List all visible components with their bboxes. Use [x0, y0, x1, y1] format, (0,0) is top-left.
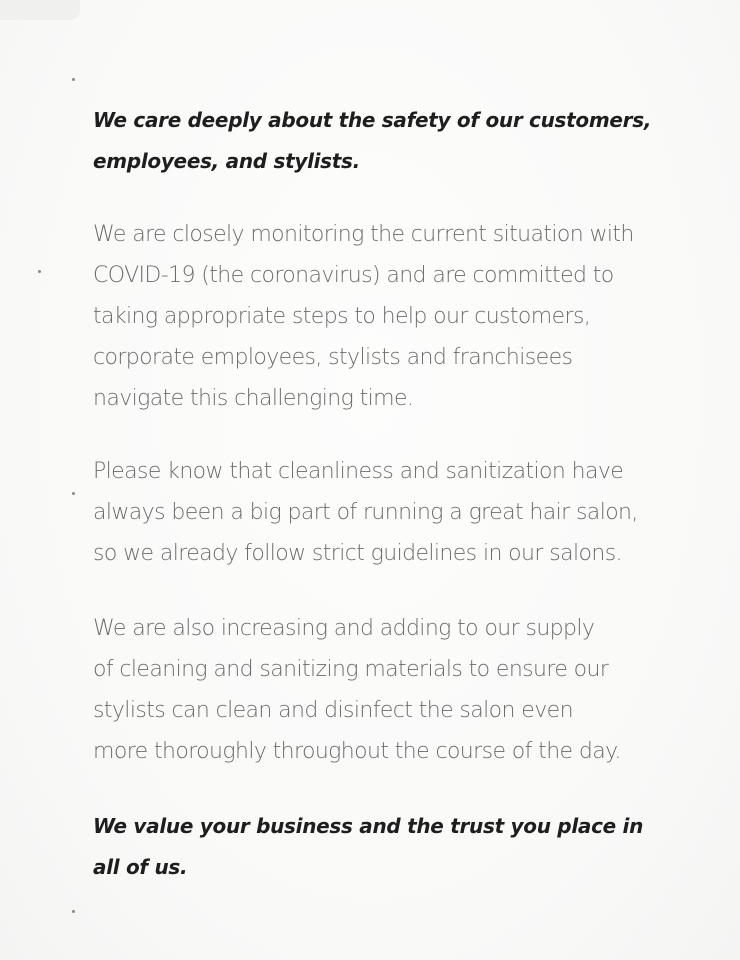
paragraph-line: so we already follow strict guidelines in our salons.: [93, 541, 622, 566]
paragraph-line: more thoroughly throughout the course of the day.: [93, 739, 621, 764]
heading-line: employees, and stylists.: [93, 149, 360, 173]
supply-paragraph: [93, 608, 693, 772]
paragraph-line: always been a big part of running a great hair salon,: [93, 500, 638, 525]
paragraph-line: corporate employees, stylists and franchisees: [93, 345, 573, 370]
paragraph-line: We are closely monitoring the current situation with: [93, 222, 634, 247]
closing-statement: [93, 806, 693, 888]
paragraph-line: COVID-19 (the coronavirus) and are committed to: [93, 263, 614, 288]
paragraph-line: stylists can clean and disinfect the salon even: [93, 698, 573, 723]
paragraph-line: taking appropriate steps to help our customers,: [93, 304, 591, 329]
paragraph-line: navigate this challenging time.: [93, 386, 414, 411]
cleanliness-paragraph: [93, 451, 693, 574]
letter-content: [93, 100, 693, 888]
scan-speck: [72, 492, 75, 495]
scan-speck: [72, 78, 75, 81]
heading-line: We care deeply about the safety of our customers,: [93, 108, 652, 132]
closing-line: all of us.: [93, 855, 188, 879]
paragraph-line: We are also increasing and adding to our supply: [93, 616, 595, 641]
paragraph-line: Please know that cleanliness and sanitization have: [93, 459, 624, 484]
safety-heading: [93, 100, 693, 182]
paragraph-line: of cleaning and sanitizing materials to ensure our: [93, 657, 609, 682]
page-corner-tab: [0, 0, 80, 20]
scan-speck: [72, 910, 75, 913]
scan-speck: [38, 270, 41, 273]
closing-line: We value your business and the trust you place in: [93, 814, 644, 838]
monitoring-paragraph: [93, 214, 693, 419]
